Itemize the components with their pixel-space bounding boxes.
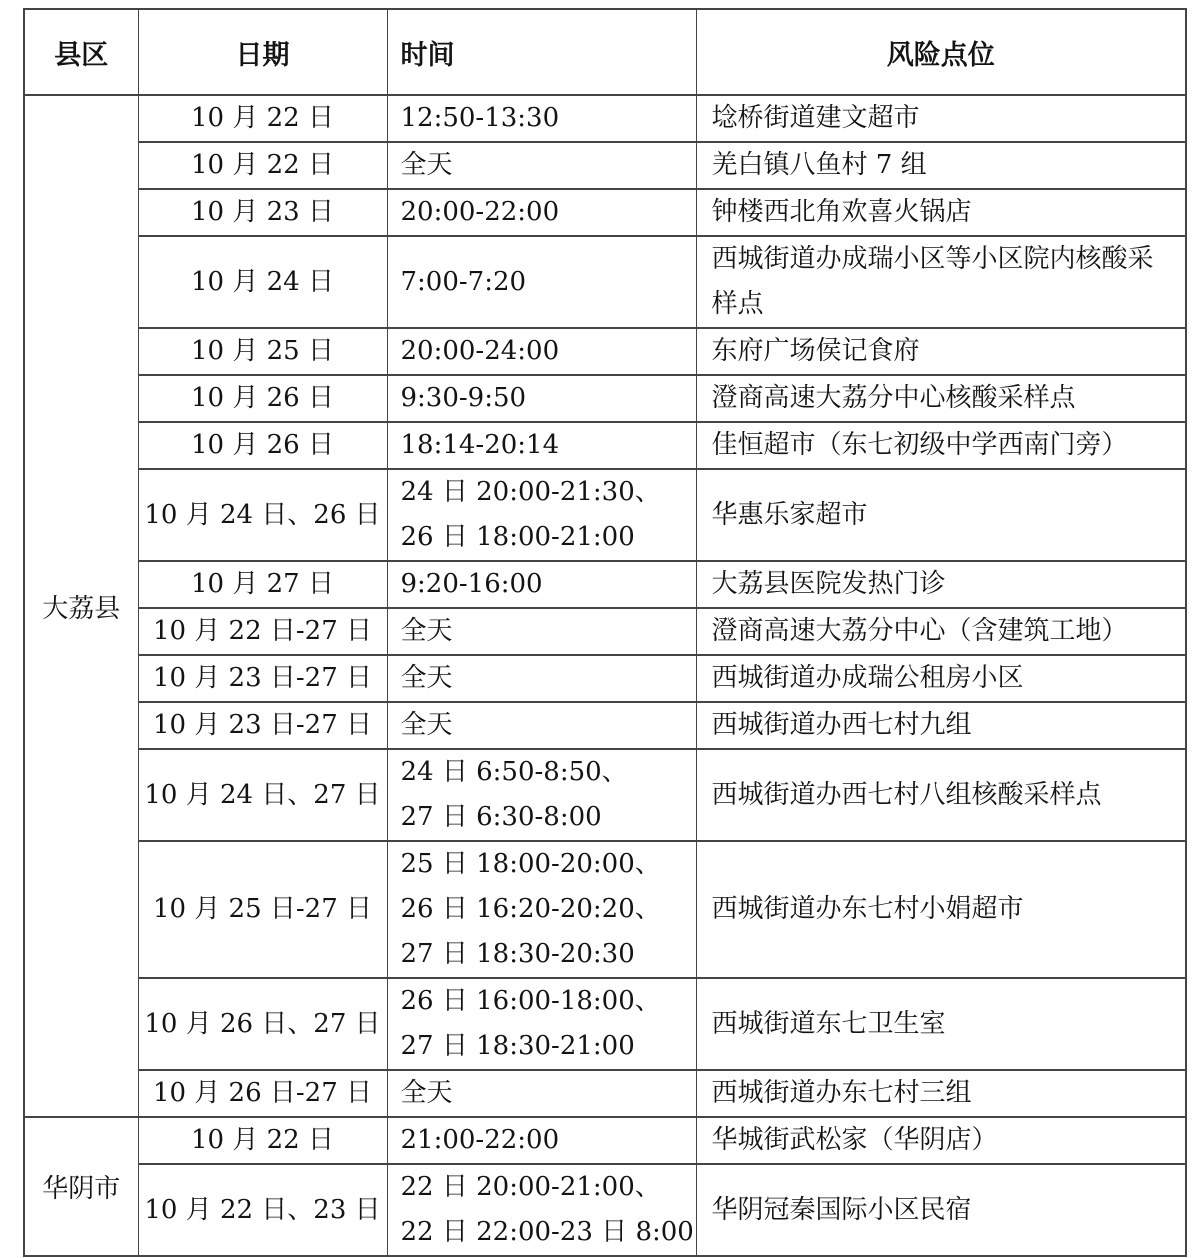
time-cell: 9:30-9:50 <box>387 375 696 422</box>
table-row <box>24 95 1186 142</box>
date-cell: 10 月 22 日 <box>138 1117 387 1164</box>
location-cell: 西城街道办东七村三组 <box>696 1070 1186 1117</box>
table-row <box>24 749 1186 841</box>
table-row <box>24 561 1186 608</box>
table-row <box>24 655 1186 702</box>
table-row <box>24 375 1186 422</box>
header-date: 日期 <box>138 9 387 95</box>
date-cell: 10 月 22 日 <box>138 142 387 189</box>
table-row <box>24 1164 1186 1256</box>
date-cell: 10 月 22 日-27 日 <box>138 608 387 655</box>
time-cell: 21:00-22:00 <box>387 1117 696 1164</box>
header-location: 风险点位 <box>696 9 1186 95</box>
time-cell: 全天 <box>387 608 696 655</box>
time-cell: 9:20-16:00 <box>387 561 696 608</box>
date-cell: 10 月 25 日 <box>138 328 387 375</box>
time-cell: 24 日 6:50-8:50、 27 日 6:30-8:00 <box>387 749 696 841</box>
date-cell: 10 月 26 日-27 日 <box>138 1070 387 1117</box>
location-cell: 佳恒超市（东七初级中学西南门旁） <box>696 422 1186 469</box>
table-row <box>24 236 1186 328</box>
table-row <box>24 702 1186 749</box>
location-cell: 澄商高速大荔分中心核酸采样点 <box>696 375 1186 422</box>
time-cell: 20:00-22:00 <box>387 189 696 236</box>
location-cell: 澄商高速大荔分中心（含建筑工地） <box>696 608 1186 655</box>
date-cell: 10 月 23 日-27 日 <box>138 702 387 749</box>
location-cell: 钟楼西北角欢喜火锅店 <box>696 189 1186 236</box>
time-cell: 12:50-13:30 <box>387 95 696 142</box>
table-row <box>24 469 1186 561</box>
location-cell: 西城街道办西七村八组核酸采样点 <box>696 749 1186 841</box>
location-cell: 西城街道办成瑞小区等小区院内核酸采样点 <box>696 236 1186 328</box>
header-county: 县区 <box>24 9 138 95</box>
time-cell: 22 日 20:00-21:00、 22 日 22:00-23 日 8:00 <box>387 1164 696 1256</box>
table-row <box>24 841 1186 978</box>
risk-table <box>23 8 1187 1257</box>
location-cell: 西城街道办成瑞公租房小区 <box>696 655 1186 702</box>
table-row <box>24 142 1186 189</box>
location-cell: 西城街道办西七村九组 <box>696 702 1186 749</box>
date-cell: 10 月 22 日、23 日 <box>138 1164 387 1256</box>
date-cell: 10 月 23 日-27 日 <box>138 655 387 702</box>
date-cell: 10 月 24 日、27 日 <box>138 749 387 841</box>
time-cell: 7:00-7:20 <box>387 236 696 328</box>
time-cell: 全天 <box>387 655 696 702</box>
location-cell: 西城街道东七卫生室 <box>696 978 1186 1070</box>
risk-table-container <box>23 8 1187 1257</box>
table-row <box>24 1070 1186 1117</box>
location-cell: 羌白镇八鱼村 7 组 <box>696 142 1186 189</box>
date-cell: 10 月 25 日-27 日 <box>138 841 387 978</box>
location-cell: 华城街武松家（华阴店） <box>696 1117 1186 1164</box>
time-cell: 18:14-20:14 <box>387 422 696 469</box>
date-cell: 10 月 23 日 <box>138 189 387 236</box>
time-cell: 24 日 20:00-21:30、 26 日 18:00-21:00 <box>387 469 696 561</box>
date-cell: 10 月 22 日 <box>138 95 387 142</box>
time-cell: 全天 <box>387 1070 696 1117</box>
date-cell: 10 月 26 日、27 日 <box>138 978 387 1070</box>
time-cell: 20:00-24:00 <box>387 328 696 375</box>
time-cell: 26 日 16:00-18:00、 27 日 18:30-21:00 <box>387 978 696 1070</box>
time-cell: 25 日 18:00-20:00、 26 日 16:20-20:20、 27 日 18:30-20:30 <box>387 841 696 978</box>
date-cell: 10 月 24 日、26 日 <box>138 469 387 561</box>
location-cell: 西城街道办东七村小娟超市 <box>696 841 1186 978</box>
date-cell: 10 月 26 日 <box>138 422 387 469</box>
location-cell: 大荔县医院发热门诊 <box>696 561 1186 608</box>
date-cell: 10 月 24 日 <box>138 236 387 328</box>
time-cell: 全天 <box>387 702 696 749</box>
header-time: 时间 <box>387 9 696 95</box>
date-cell: 10 月 27 日 <box>138 561 387 608</box>
location-cell: 华惠乐家超市 <box>696 469 1186 561</box>
location-cell: 埝桥街道建文超市 <box>696 95 1186 142</box>
county-cell-dali: 大荔县 <box>24 95 138 1117</box>
location-cell: 东府广场侯记食府 <box>696 328 1186 375</box>
table-row <box>24 1117 1186 1164</box>
date-cell: 10 月 26 日 <box>138 375 387 422</box>
location-cell: 华阴冠秦国际小区民宿 <box>696 1164 1186 1256</box>
table-row <box>24 978 1186 1070</box>
header-row <box>24 9 1186 95</box>
table-row <box>24 328 1186 375</box>
county-cell-huayin: 华阴市 <box>24 1117 138 1256</box>
time-cell: 全天 <box>387 142 696 189</box>
table-row <box>24 608 1186 655</box>
table-row <box>24 189 1186 236</box>
table-row <box>24 422 1186 469</box>
